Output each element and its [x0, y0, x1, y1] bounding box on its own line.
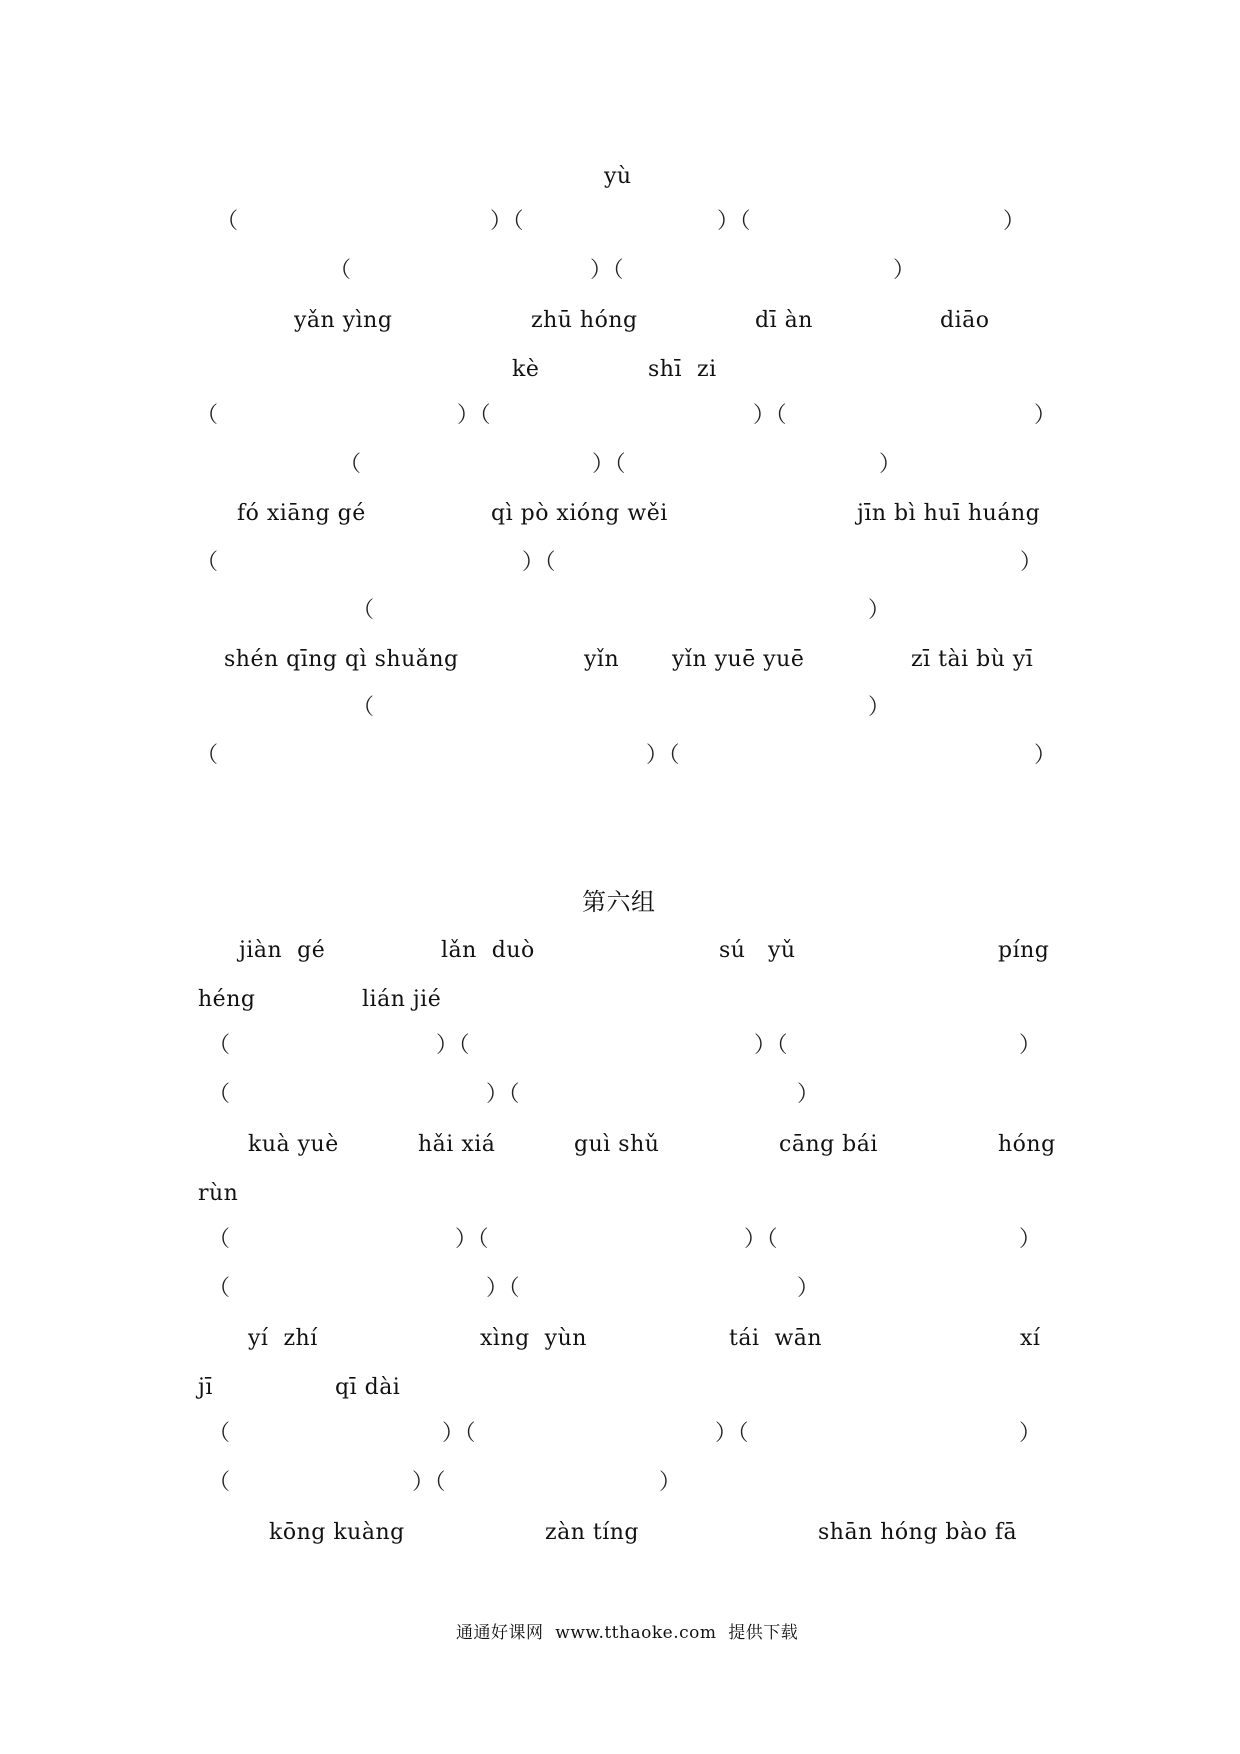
pinyin-zhu-hong: zhū hóng	[531, 308, 638, 333]
bracket-close-open: ）（	[486, 1082, 521, 1107]
pinyin-ji: jī	[198, 1375, 213, 1400]
bracket-close-open: ）（	[717, 209, 752, 234]
bracket-open: （	[329, 258, 352, 283]
pinyin-hong: hóng	[998, 1132, 1056, 1157]
bracket-close: ）	[1034, 403, 1057, 428]
bracket-close: ）	[868, 695, 891, 720]
pinyin-ping: píng	[998, 938, 1050, 963]
bracket-close-open: ）（	[590, 258, 625, 283]
pinyin-tai-wan: tái wān	[729, 1326, 823, 1351]
bracket-close: ）	[1020, 550, 1043, 575]
bracket-close-open: ）（	[457, 403, 492, 428]
pinyin-yi-zhi: yí zhí	[248, 1326, 318, 1351]
bracket-open: （	[339, 452, 362, 477]
pinyin-yu: yù	[604, 164, 632, 189]
bracket-close-open: ）（	[715, 1421, 750, 1446]
pinyin-su-yu: sú yǔ	[719, 938, 796, 963]
bracket-close-open: ）（	[754, 1033, 789, 1058]
pinyin-kong-kuang: kōng kuàng	[269, 1520, 405, 1545]
bracket-close-open: ）（	[442, 1421, 477, 1446]
bracket-open: （	[196, 403, 219, 428]
bracket-close: ）	[1019, 1033, 1042, 1058]
pinyin-zan-ting: zàn tíng	[545, 1520, 639, 1545]
bracket-open: （	[216, 209, 239, 234]
pinyin-cang-bai: cāng bái	[779, 1132, 878, 1157]
pinyin-yan-ying: yǎn yìng	[294, 308, 393, 333]
pinyin-jian-ge: jiàn gé	[239, 938, 326, 963]
pinyin-jin-bi-hui-huang: jīn bì huī huáng	[857, 501, 1041, 526]
footer-text: 通通好课网 www.tthaoke.com 提供下载	[456, 1623, 799, 1643]
pinyin-yin-yue-yue: yǐn yuē yuē	[672, 647, 805, 672]
pinyin-heng: héng	[198, 987, 256, 1012]
pinyin-diao: diāo	[940, 308, 990, 333]
bracket-close-open: ）（	[412, 1470, 447, 1495]
bracket-open: （	[208, 1227, 231, 1252]
bracket-close-open: ）（	[646, 743, 681, 768]
pinyin-qi-dai: qī dài	[335, 1375, 401, 1400]
bracket-close-open: ）（	[753, 403, 788, 428]
bracket-open: （	[352, 598, 375, 623]
bracket-close-open: ）（	[522, 550, 557, 575]
bracket-close: ）	[659, 1470, 682, 1495]
pinyin-run: rùn	[198, 1181, 239, 1206]
section-heading: 第六组	[582, 888, 656, 916]
bracket-close: ）	[1019, 1421, 1042, 1446]
bracket-close-open: ）（	[436, 1033, 471, 1058]
bracket-open: （	[196, 743, 219, 768]
pinyin-shan-hong-bao-fa: shān hóng bào fā	[818, 1520, 1018, 1545]
pinyin-kua-yue: kuà yuè	[248, 1132, 339, 1157]
bracket-close-open: ）（	[744, 1227, 779, 1252]
pinyin-shi-zi: shī zi	[648, 357, 717, 382]
pinyin-di-an: dī àn	[755, 308, 813, 333]
pinyin-lan-duo: lǎn duò	[441, 938, 535, 963]
bracket-close-open: ）（	[455, 1227, 490, 1252]
bracket-close: ）	[893, 258, 916, 283]
bracket-open: （	[208, 1276, 231, 1301]
pinyin-ke: kè	[512, 357, 540, 382]
bracket-open: （	[352, 695, 375, 720]
pinyin-shen-qing-qi-shuang: shén qīng qì shuǎng	[224, 647, 459, 672]
pinyin-hai-xia: hǎi xiá	[418, 1132, 496, 1157]
pinyin-xi: xí	[1020, 1326, 1041, 1351]
pinyin-zi-tai-bu-yi: zī tài bù yī	[911, 647, 1034, 672]
bracket-close-open: ）（	[490, 209, 525, 234]
pinyin-lian-jie: lián jié	[362, 987, 442, 1012]
bracket-close: ）	[879, 452, 902, 477]
bracket-open: （	[208, 1421, 231, 1446]
bracket-close: ）	[1003, 209, 1026, 234]
bracket-open: （	[208, 1033, 231, 1058]
bracket-open: （	[208, 1082, 231, 1107]
pinyin-qi-po-xiong-wei: qì pò xióng wěi	[491, 501, 668, 526]
pinyin-yin: yǐn	[584, 647, 620, 672]
bracket-close: ）	[1034, 743, 1057, 768]
bracket-close-open: ）（	[592, 452, 627, 477]
bracket-open: （	[196, 550, 219, 575]
bracket-close: ）	[868, 598, 891, 623]
pinyin-fo-xiang-ge: fó xiāng gé	[237, 501, 366, 526]
bracket-close: ）	[797, 1082, 820, 1107]
bracket-close: ）	[797, 1276, 820, 1301]
bracket-close: ）	[1019, 1227, 1042, 1252]
bracket-close-open: ）（	[486, 1276, 521, 1301]
bracket-open: （	[208, 1470, 231, 1495]
pinyin-gui-shu: guì shǔ	[574, 1132, 660, 1157]
pinyin-xing-yun: xìng yùn	[480, 1326, 587, 1351]
